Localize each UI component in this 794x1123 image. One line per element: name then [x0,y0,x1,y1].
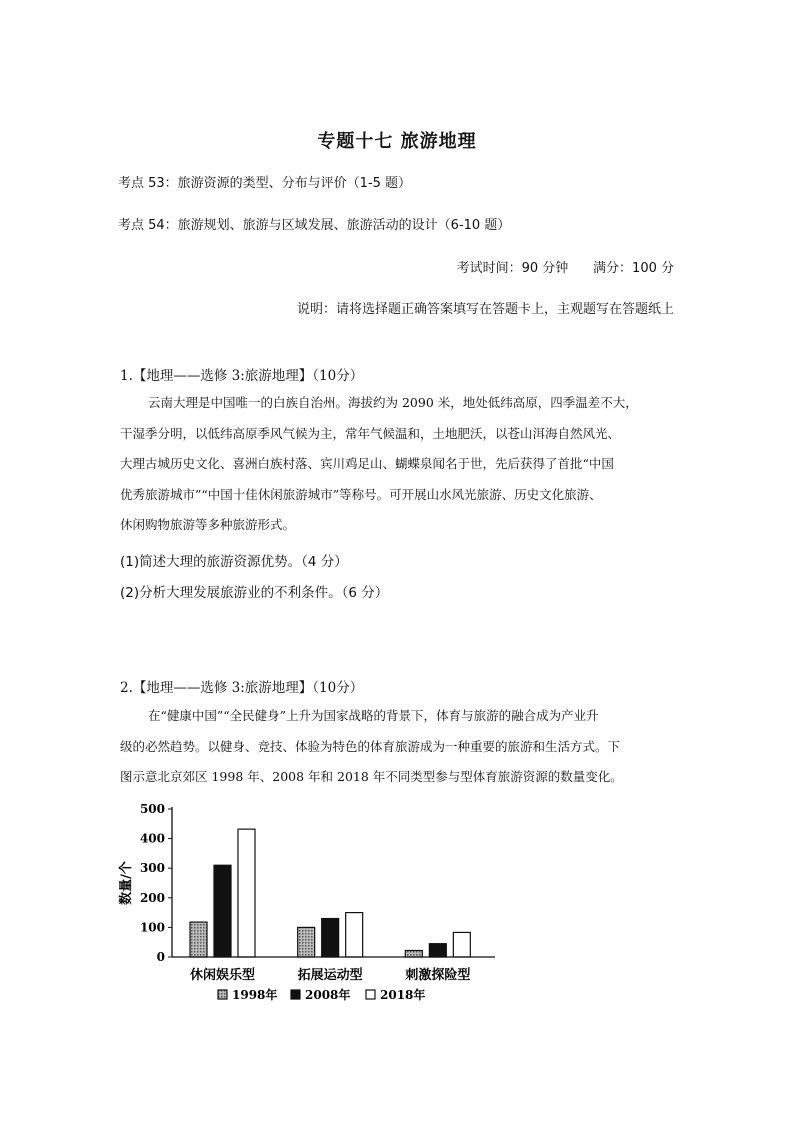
legend-swatch [291,990,300,999]
bars [190,829,470,957]
legend [218,987,425,1002]
kaodian-54: 考点 54：旅游规划、旅游与区域发展、旅游活动的设计（6-10 题） [118,218,511,233]
question-2-passage [120,701,676,793]
passage-line: 图示意北京郊区 1998 年、2008 年和 2018 年不同类型参与型体育旅游资源的数量变化。 [120,769,623,784]
page-title: 专题十七 旅游地理 [317,131,477,152]
bar-chart [110,795,510,1020]
y-tick-label: 200 [139,890,165,905]
legend-swatch [366,990,375,999]
legend-label: 2018年 [380,988,426,1002]
x-category-label: 拓展运动型 [297,968,363,983]
legend-label: 2008年 [305,988,351,1002]
question-1-sub-2: (2)分析大理发展旅游业的不利条件。（6 分） [120,585,389,601]
passage-line: 休闲购物旅游等多种旅游形式。 [120,517,296,532]
question-1-sub-1: (1)简述大理的旅游资源优势。（4 分） [120,554,348,570]
exam-info: 考试时间：90 分钟 满分：100 分 [456,261,674,276]
question-1-heading: 1.【地理——选修 3:旅游地理】（10分） [120,368,364,384]
passage-line: 干湿季分明，以低纬高原季风气候为主，常年气候温和，土地肥沃，以苍山洱海自然风光、 [120,425,621,441]
y-tick-label: 500 [139,802,165,816]
y-tick-label: 0 [156,950,165,964]
bar [429,944,446,957]
legend-swatch [218,990,227,999]
passage-line: 云南大理是中国唯一的白族自治州。海拔约为 2090 米，地处低纬高原，四季温差不大， [148,395,638,410]
question-1-passage [120,388,676,541]
bar [453,932,470,957]
bar [298,927,315,957]
x-category-label: 刺激探险型 [405,968,471,983]
bar [346,913,363,957]
y-tick-label: 300 [139,861,165,876]
bar [190,922,207,957]
bar [238,829,255,957]
y-tick-label: 400 [139,831,165,846]
x-axis [172,957,495,983]
x-category-label: 休闲娱乐型 [189,968,256,983]
instructions-note: 说明：请将选择题正确答案填写在答题卡上，主观题写在答题纸上 [296,302,674,317]
kaodian-53: 考点 53：旅游资源的类型、分布与评价（1-5 题） [118,176,412,191]
passage-line: 大理古城历史文化、喜洲白族村落、宾川鸡足山、蝴蝶泉闻名于世，先后获得了首批“中国 [120,456,614,471]
passage-line: 优秀旅游城市”“中国十佳休闲旅游城市”等称号。可开展山水风光旅游、历史文化旅游、 [120,486,602,502]
legend-label: 1998年 [232,988,278,1002]
passage-line: 级的必然趋势。以健身、竞技、体验为特色的体育旅游成为一种重要的旅游和生活方式。下 [120,738,621,754]
y-axis-label: 数量/个 [119,861,134,905]
y-axis [118,802,172,964]
question-2-heading: 2.【地理——选修 3:旅游地理】（10分） [120,680,364,696]
y-tick-label: 100 [139,920,165,935]
bar [214,865,231,957]
bar [322,919,339,957]
passage-line: 在“健康中国”“全民健身”上升为国家战略的背景下，体育与旅游的融合成为产业升 [148,708,599,723]
bar [405,950,422,957]
